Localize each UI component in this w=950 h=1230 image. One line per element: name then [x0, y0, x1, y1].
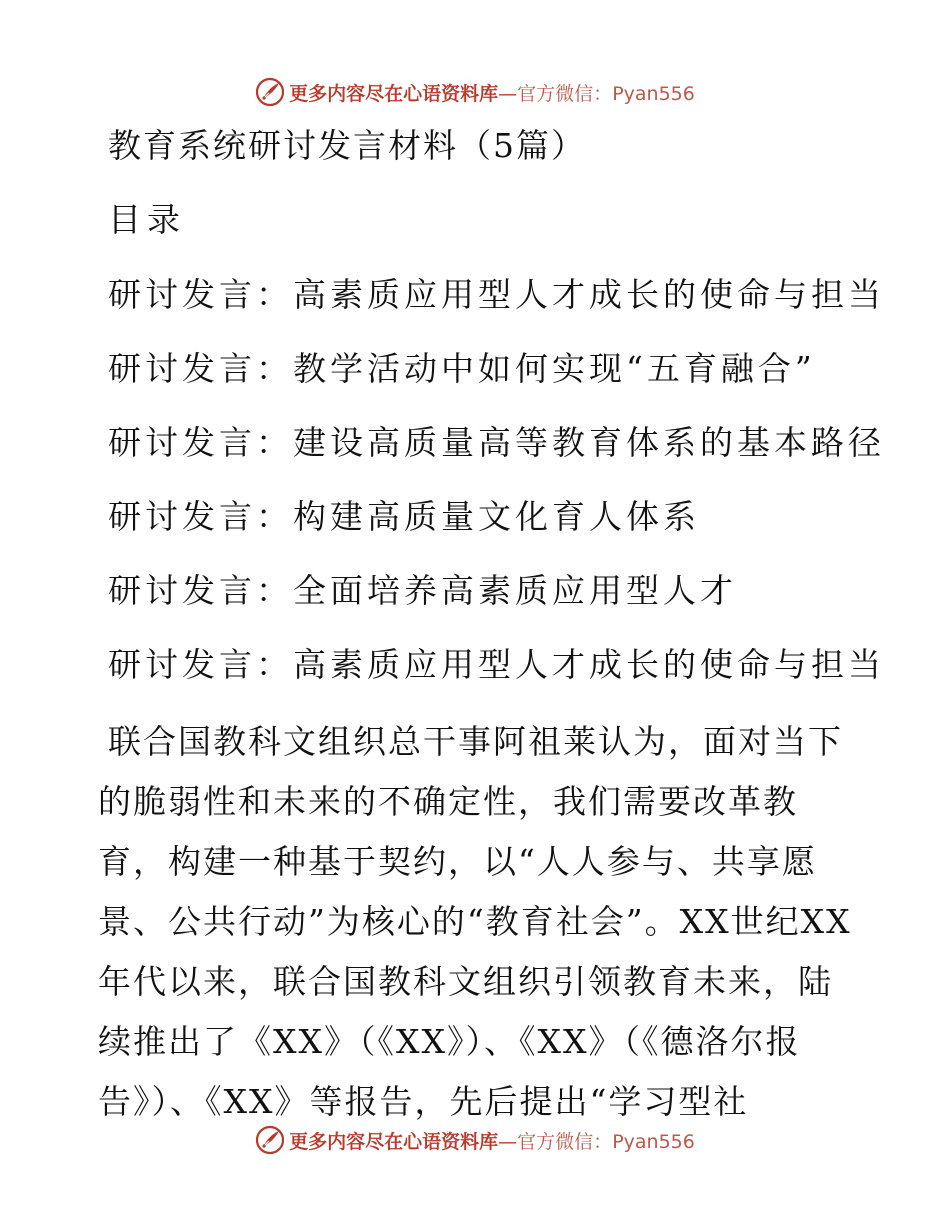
header-banner	[0, 72, 950, 112]
banner-contact-prefix: 官方微信：	[517, 1130, 613, 1153]
toc-item: 研讨发言：建设高质量高等教育体系的基本路径	[108, 423, 885, 462]
footer-banner	[0, 1120, 950, 1160]
feather-pen-logo-icon	[255, 1125, 285, 1155]
toc-item: 研讨发言：高素质应用型人才成长的使命与担当	[108, 275, 885, 314]
banner-separator: —	[498, 1130, 518, 1153]
banner-separator: —	[498, 82, 518, 105]
banner-contact-prefix: 官方微信：	[517, 82, 613, 105]
toc-item: 研讨发言：教学活动中如何实现“五育融合”	[108, 349, 816, 388]
document-title: 教育系统研讨发言材料（5篇）	[108, 126, 586, 165]
toc-item: 研讨发言：全面培养高素质应用型人才	[108, 571, 737, 610]
toc-item: 研讨发言：构建高质量文化育人体系	[108, 497, 700, 536]
banner-text	[289, 1127, 695, 1154]
section-title: 研讨发言：高素质应用型人才成长的使命与担当	[108, 645, 885, 684]
banner-brand: 更多内容尽在心语资料库	[289, 1130, 499, 1153]
feather-pen-logo-icon	[255, 77, 285, 107]
banner-contact-id: Pyan556	[612, 1130, 695, 1153]
banner-brand: 更多内容尽在心语资料库	[289, 82, 499, 105]
toc-heading: 目录	[108, 200, 186, 239]
body-paragraph: 联合国教科文组织总干事阿祖莱认为，面对当下的脆弱性和未来的不确定性，我们需要改革教育，构建一种基于契约，以“人人参与、共享愿景、公共行动”为核心的“教育社会”。XX世纪XX年代以来，联合国教科文组织引领教育未来，陆续推出了《XX》（《XX》）、《XX》（《德洛尔报告》）、《XX》等报告，先后提出“学习型社	[98, 722, 852, 1121]
banner-contact-id: Pyan556	[612, 82, 695, 105]
banner-text	[289, 79, 695, 106]
table-of-contents	[108, 268, 885, 638]
